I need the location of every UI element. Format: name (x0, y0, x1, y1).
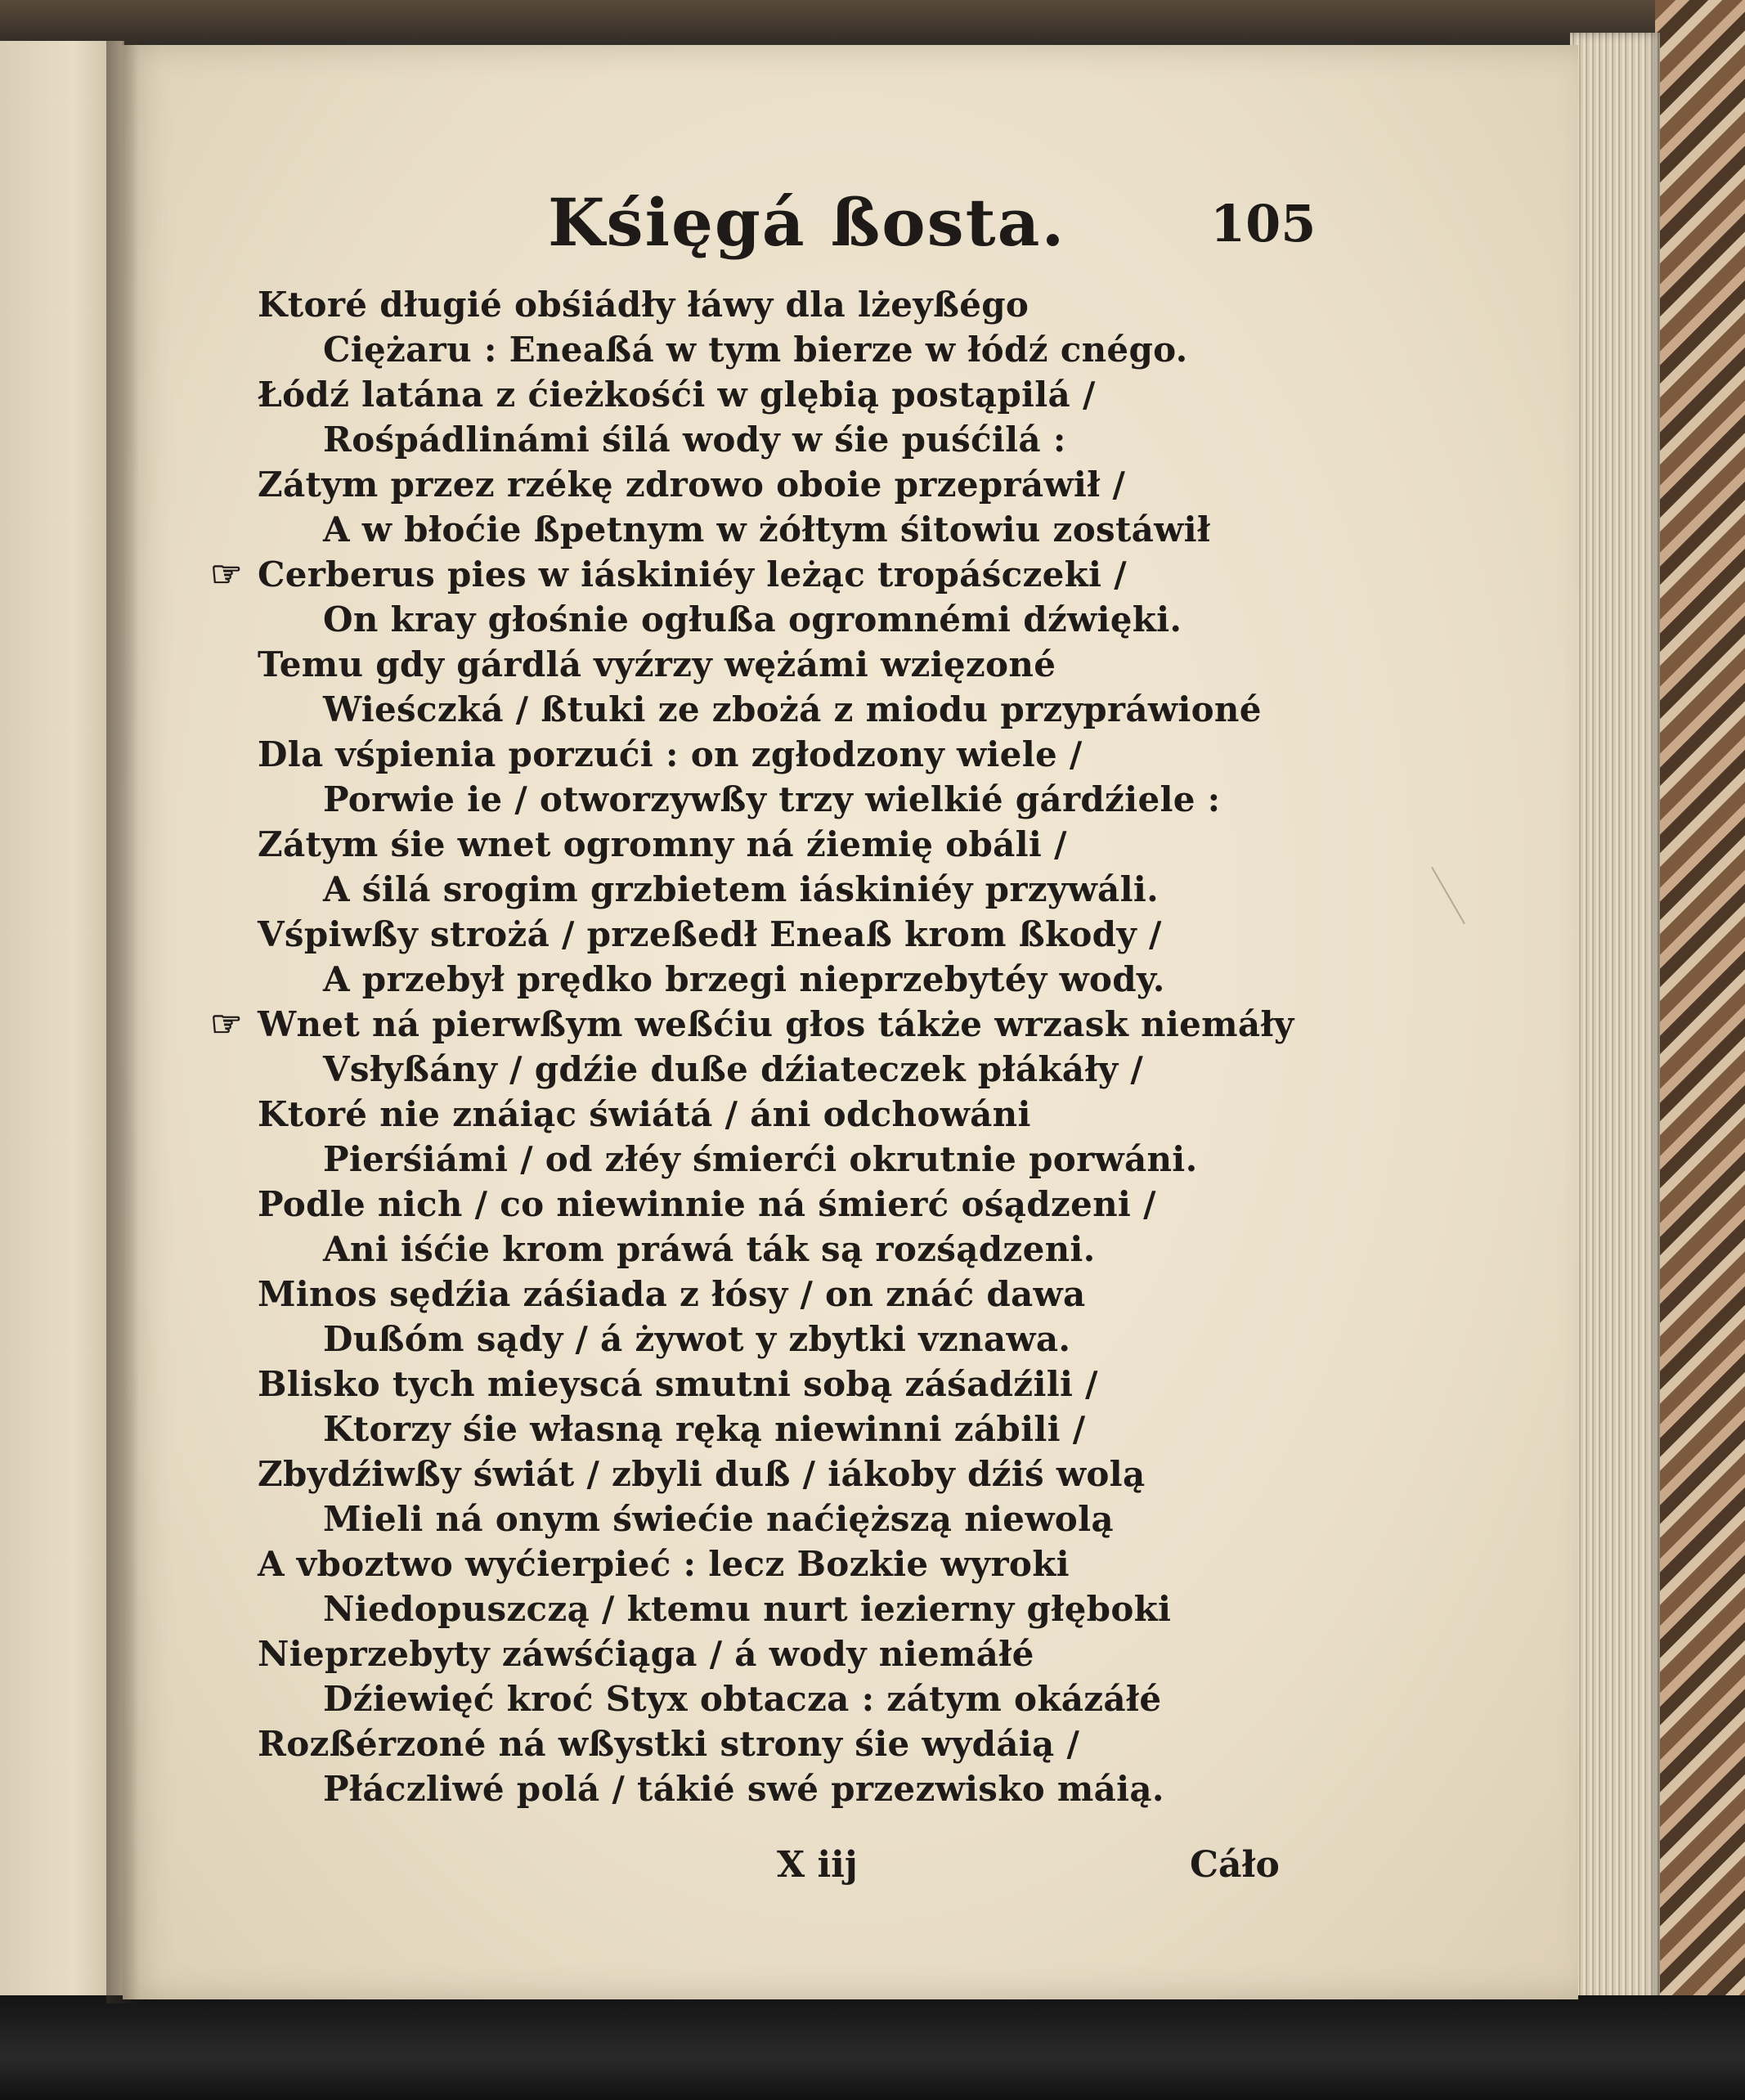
verse-line (123, 732, 1578, 777)
verse-line (123, 1182, 1578, 1227)
verse-line-text: Ani iśćie krom práwá ták są rozśądzeni. (323, 1229, 1096, 1269)
verse-line-text: Płáczliwé polá / tákié swé przezwisko máią. (323, 1769, 1164, 1809)
verse-line (123, 1766, 1578, 1811)
verse-line (123, 372, 1578, 417)
verse-line (123, 1676, 1578, 1721)
verse-line-text: Dla vśpienia porzući : on zgłodzony wiele / (258, 734, 1083, 774)
verse-line-text: Cerberus pies w iáskiniéy leżąc tropáśczeki / (258, 554, 1127, 595)
verse-line-text: Ciężaru : Eneaßá w tym bierze w łódź cnégo. (323, 330, 1188, 370)
verse-line-text: Pierśiámi / od złéy śmierći okrutnie porwáni. (323, 1139, 1198, 1179)
verse-line (123, 957, 1578, 1002)
verse-line-text: Temu gdy gárdlá vyźrzy wężámi wzięzoné (258, 644, 1056, 684)
verse-line-text: Blisko tych mieyscá smutni sobą záśadźili / (258, 1364, 1098, 1404)
verse-line (123, 1227, 1578, 1272)
verse-line-text: Mieli ná onym świećie naćięższą niewolą (323, 1499, 1114, 1539)
verse-line (123, 462, 1578, 507)
page-block-edges (1570, 33, 1660, 2004)
verse-line (123, 822, 1578, 867)
verse-line (123, 1541, 1578, 1586)
desk-background-top (0, 0, 1745, 49)
verse-line (123, 1586, 1578, 1631)
pointing-hand-icon: ☞ (210, 554, 243, 595)
verse-line-text: Porwie ie / otworzywßy trzy wielkié gárdźiele : (323, 779, 1221, 819)
verse-line (123, 1721, 1578, 1766)
verse-line (123, 597, 1578, 642)
running-title: Kśięgá ßosta. (548, 184, 1066, 261)
verse-line (123, 1496, 1578, 1541)
verse-line (123, 867, 1578, 912)
verse-line-text: Dußóm sądy / á żywot y zbytki vznawa. (323, 1319, 1071, 1359)
verse-line (123, 417, 1578, 462)
verse-line (123, 1092, 1578, 1137)
verse-line (123, 282, 1578, 327)
verse-line (123, 1631, 1578, 1676)
verse-line-text: Zátym śie wnet ogromny ná źiemię obáli / (258, 824, 1067, 864)
verse-line (123, 507, 1578, 552)
verse-line-text: A w błoćie ßpetnym w żółtym śitowiu zostáwił (323, 509, 1211, 550)
verse-line (123, 1047, 1578, 1092)
verse-line (123, 1407, 1578, 1452)
verse-line-text: A vboztwo wyćierpieć : lecz Bozkie wyroki (258, 1544, 1070, 1584)
verse-line-text: Rośpádlinámi śilá wody w śie puśćilá : (323, 420, 1066, 460)
verse-line (123, 1362, 1578, 1407)
verse-line (123, 1137, 1578, 1182)
verse-line (123, 327, 1578, 372)
verse-line (123, 1317, 1578, 1362)
pointing-hand-icon: ☞ (210, 1003, 243, 1045)
verse-line-text: Wnet ná pierwßym weßćiu głos tákże wrzask niemáły (258, 1004, 1294, 1044)
verse-line (123, 687, 1578, 732)
verse-line-text: Ktoré nie znáiąc świátá / áni odchowáni (258, 1094, 1031, 1134)
verse-line-text: Zátym przez rzékę zdrowo oboie przepráwił / (258, 464, 1126, 505)
page-footer (123, 1844, 1578, 1901)
verse-line-text: Nieprzebyty záwśćiąga / á wody niemáłé (258, 1634, 1034, 1674)
verse-line (123, 642, 1578, 687)
verse-line-text: Wieśczká / ßtuki ze zbożá z miodu przypráwioné (323, 689, 1262, 729)
catchword: Cáło (1190, 1844, 1280, 1886)
verse-line-text: A śilá srogim grzbietem iáskiniéy przywáli. (323, 869, 1160, 909)
verse-line-text: On kray głośnie ogłußa ogromnémi dźwięki. (323, 599, 1182, 639)
page-number: 105 (1210, 194, 1317, 254)
verse-line-text: Dźiewięć kroć Styx obtacza : zátym okázáłé (323, 1679, 1162, 1719)
gutter-shadow (106, 41, 139, 2004)
verse-line (123, 1272, 1578, 1317)
scanner-bed-bottom (0, 1995, 1745, 2100)
verse-line (123, 777, 1578, 822)
verse-line-text: Zbydźiwßy świát / zbyli duß / iákoby dźiś wolą (258, 1454, 1146, 1494)
verse-line-text: Rozßérzoné ná wßystki strony śie wydáią / (258, 1724, 1080, 1764)
signature-mark: X iij (777, 1844, 858, 1886)
book-page (123, 45, 1578, 1999)
page-header (123, 151, 1578, 266)
verse-line (123, 1452, 1578, 1496)
verse-line-text: Podle nich / co niewinnie ná śmierć ośądzeni / (258, 1184, 1156, 1224)
verse-line-text: Ktorzy śie własną ręką niewinni zábili / (323, 1409, 1086, 1449)
verse-line-text: Minos sędźia záśiada z łósy / on znáć dawa (258, 1274, 1086, 1314)
verse-line-text: Ktoré długié obśiádły łáwy dla lżeyßégo (258, 285, 1030, 325)
verse-text (123, 282, 1578, 1811)
marbled-cover-edge (1655, 0, 1745, 2100)
verse-line-text: Vsłyßány / gdźie duße dźiateczek płákáły / (323, 1049, 1144, 1089)
verse-line (123, 552, 1578, 597)
verse-line-text: Niedopuszczą / ktemu nurt iezierny głęboki (323, 1589, 1172, 1629)
verse-line-text: A przebył prędko brzegi nieprzebytéy wody. (323, 959, 1165, 999)
verse-line-text: Vśpiwßy strożá / przeßedł Eneaß krom ßkody / (258, 914, 1162, 954)
verse-line-text: Łódź latána z ćieżkośći w glębią postąpilá / (258, 375, 1096, 415)
verse-line (123, 1002, 1578, 1047)
verse-line (123, 912, 1578, 957)
